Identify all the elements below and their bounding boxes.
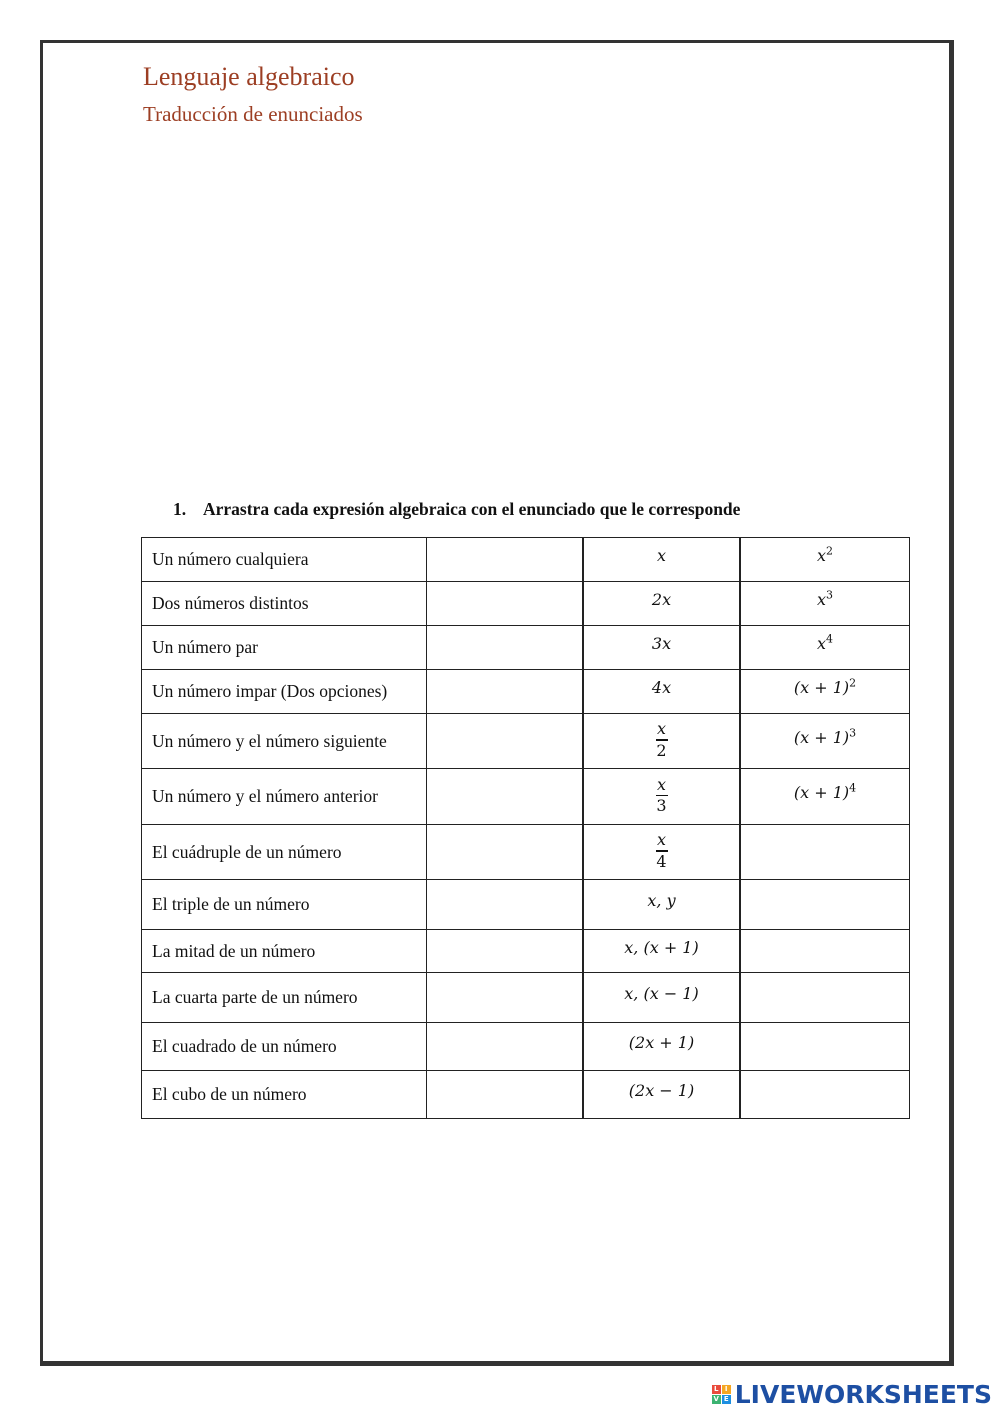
- expression-exponent: 3: [849, 726, 857, 740]
- logo-text: LIVEWORKSHEETS: [734, 1379, 992, 1409]
- expression-exponent: 2: [826, 544, 834, 558]
- drop-target[interactable]: [427, 825, 584, 880]
- expression-tile[interactable]: [583, 880, 740, 930]
- table-row: [142, 626, 910, 670]
- fraction-denominator: 2: [656, 740, 667, 760]
- fraction-numerator: x: [656, 719, 667, 739]
- exercise-instruction: [173, 499, 740, 520]
- expression-text: x: [656, 546, 667, 565]
- statement-cell: El triple de un número: [142, 880, 427, 930]
- table-row: [142, 930, 910, 973]
- statement-cell: Un número cualquiera: [142, 538, 427, 582]
- fraction-numerator: x: [656, 830, 667, 850]
- expression-tile[interactable]: [740, 582, 910, 626]
- expression-base: (x + 1): [793, 727, 850, 747]
- fraction-denominator: 3: [656, 796, 667, 816]
- instruction-text: Arrastra cada expresión algebraica con el enunciado que le corresponde: [203, 499, 741, 519]
- table-row: [142, 825, 910, 880]
- matching-table: [141, 537, 910, 1119]
- expression-exponent: 3: [826, 588, 834, 602]
- table-row: [142, 880, 910, 930]
- empty-cell: [740, 973, 910, 1023]
- expression-tile[interactable]: [740, 714, 910, 769]
- expression-tile[interactable]: [583, 973, 740, 1023]
- expression-tile[interactable]: [740, 670, 910, 714]
- expression-tile[interactable]: [583, 582, 740, 626]
- expression-tile[interactable]: [583, 626, 740, 670]
- drop-target[interactable]: [427, 1071, 584, 1119]
- expression-text: 2x: [651, 590, 672, 609]
- drop-target[interactable]: [427, 930, 584, 973]
- fraction-numerator: x: [656, 774, 667, 794]
- table-row: [142, 714, 910, 769]
- page-title: Lenguaje algebraico: [143, 62, 355, 91]
- expression-base: x: [816, 634, 827, 654]
- expression-exponent: 4: [849, 781, 857, 795]
- expression-tile[interactable]: [583, 825, 740, 880]
- table-row: [142, 769, 910, 825]
- drop-target[interactable]: [427, 626, 584, 670]
- statement-cell: El cubo de un número: [142, 1071, 427, 1119]
- table-row: [142, 1023, 910, 1071]
- empty-cell: [740, 1023, 910, 1071]
- expression-tile[interactable]: [583, 670, 740, 714]
- fraction-denominator: 4: [656, 851, 667, 871]
- statement-cell: Un número y el número siguiente: [142, 714, 427, 769]
- statement-cell: Un número y el número anterior: [142, 769, 427, 825]
- expression-tile[interactable]: [740, 769, 910, 825]
- expression-tile[interactable]: [583, 1071, 740, 1119]
- logo-letter-l: L: [712, 1385, 721, 1394]
- page-subtitle: Traducción de enunciados: [143, 102, 363, 126]
- exercise-number: 1.: [173, 499, 187, 519]
- empty-cell: [740, 1071, 910, 1119]
- expression-tile[interactable]: [740, 538, 910, 582]
- statement-cell: Dos números distintos: [142, 582, 427, 626]
- statement-cell: El cuadrado de un número: [142, 1023, 427, 1071]
- drop-target[interactable]: [427, 714, 584, 769]
- expression-tile[interactable]: [583, 1023, 740, 1071]
- expression-text: x, (x − 1): [624, 984, 699, 1003]
- expression-tile[interactable]: [583, 714, 740, 769]
- drop-target[interactable]: [427, 538, 584, 582]
- expression-exponent: 2: [849, 676, 857, 690]
- logo-letter-i: I: [722, 1385, 731, 1394]
- expression-exponent: 4: [826, 632, 834, 646]
- logo-letter-e: E: [722, 1395, 731, 1404]
- empty-cell: [740, 930, 910, 973]
- table-row: [142, 582, 910, 626]
- expression-base: x: [816, 546, 827, 566]
- expression-text: (2x − 1): [628, 1081, 695, 1100]
- fraction: [656, 831, 668, 871]
- expression-base: (x + 1): [793, 678, 850, 698]
- table-row: [142, 1071, 910, 1119]
- drop-target[interactable]: [427, 670, 584, 714]
- expression-text: x, y: [647, 891, 676, 910]
- empty-cell: [740, 880, 910, 930]
- empty-cell: [740, 825, 910, 880]
- expression-text: 4x: [651, 678, 672, 697]
- expression-text: (2x + 1): [628, 1033, 695, 1052]
- expression-base: x: [816, 590, 827, 610]
- statement-cell: La mitad de un número: [142, 930, 427, 973]
- drop-target[interactable]: [427, 973, 584, 1023]
- table-row: [142, 670, 910, 714]
- expression-text: 3x: [651, 634, 672, 653]
- liveworksheets-logo[interactable]: [712, 1381, 992, 1407]
- table-row: [142, 973, 910, 1023]
- expression-tile[interactable]: [583, 930, 740, 973]
- drop-target[interactable]: [427, 880, 584, 930]
- drop-target[interactable]: [427, 769, 584, 825]
- statement-cell: Un número impar (Dos opciones): [142, 670, 427, 714]
- statement-cell: El cuádruple de un número: [142, 825, 427, 880]
- drop-target[interactable]: [427, 1023, 584, 1071]
- drop-target[interactable]: [427, 582, 584, 626]
- logo-letter-v: V: [713, 1394, 719, 1403]
- fraction: [656, 776, 668, 816]
- statement-cell: Un número par: [142, 626, 427, 670]
- expression-tile[interactable]: [583, 769, 740, 825]
- fraction: [656, 720, 668, 760]
- statement-cell: La cuarta parte de un número: [142, 973, 427, 1023]
- expression-base: (x + 1): [793, 783, 850, 803]
- expression-text: x, (x + 1): [624, 937, 699, 957]
- logo-mark-icon: [712, 1385, 731, 1404]
- table-row: [142, 538, 910, 582]
- expression-tile[interactable]: [740, 626, 910, 670]
- expression-tile[interactable]: [583, 538, 740, 582]
